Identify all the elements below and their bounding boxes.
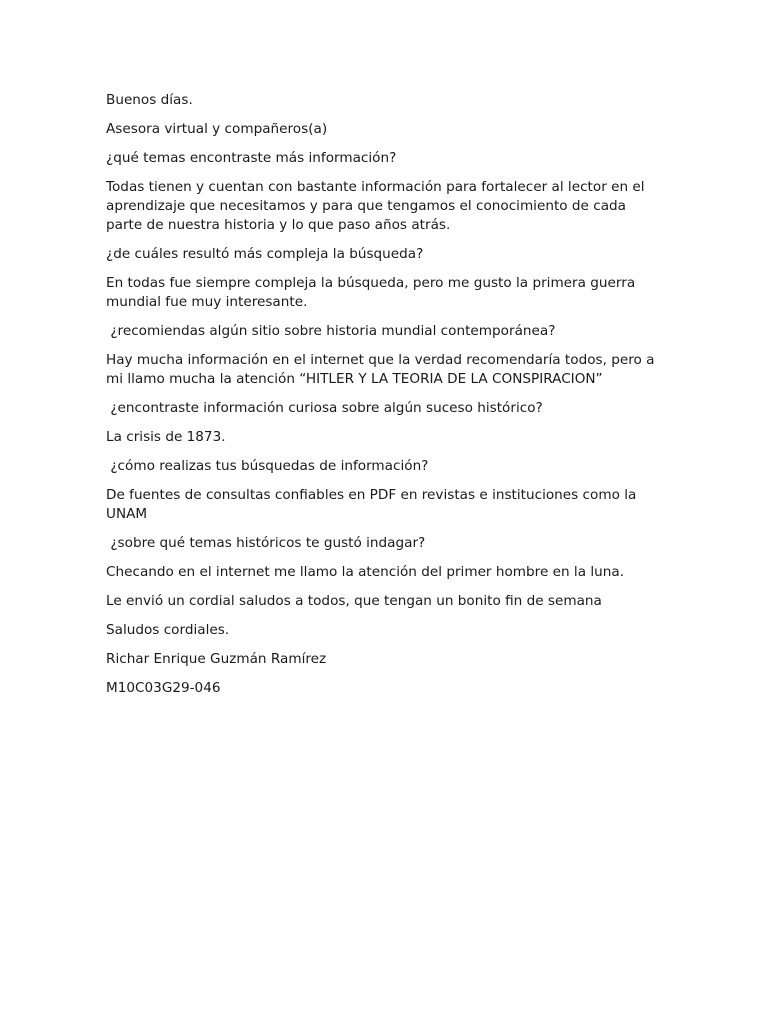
question-4: ¿encontraste información curiosa sobre algún suceso histórico?: [106, 400, 543, 416]
greeting: Buenos días.: [106, 92, 193, 108]
salutation: Asesora virtual y compañeros(a): [106, 121, 328, 137]
answer-1: Todas tienen y cuentan con bastante información para fortalecer al lector en el aprendizaje que necesitamos y para que tengamos el conocimiento de cada parte de nuestra historia y lo que paso años atrás.: [106, 179, 649, 233]
sign-off: Saludos cordiales.: [106, 622, 230, 638]
closing-message: Le envió un cordial saludos a todos, que tengan un bonito fin de semana: [106, 593, 602, 609]
question-5: ¿cómo realizas tus búsquedas de información?: [106, 458, 429, 474]
student-id: M10C03G29-046: [106, 680, 221, 696]
question-1: ¿qué temas encontraste más información?: [106, 150, 397, 166]
question-6: ¿sobre qué temas históricos te gustó indagar?: [106, 535, 426, 551]
answer-3: Hay mucha información en el internet que la verdad recomendaría todos, pero a mi llamo mucha la atención “HITLER Y LA TEORIA DE LA CONSPIRACION”: [106, 352, 659, 387]
answer-5: De fuentes de consultas confiables en PDF en revistas e instituciones como la UNAM: [106, 487, 641, 522]
answer-6: Checando en el internet me llamo la atención del primer hombre en la luna.: [106, 564, 625, 580]
answer-2: En todas fue siempre compleja la búsqueda, pero me gusto la primera guerra mundial fue muy interesante.: [106, 275, 640, 310]
author-name: Richar Enrique Guzmán Ramírez: [106, 651, 327, 667]
question-2: ¿de cuáles resultó más compleja la búsqueda?: [106, 246, 424, 262]
document-body: [106, 91, 666, 708]
question-3: ¿recomiendas algún sitio sobre historia mundial contemporánea?: [106, 323, 556, 339]
answer-4: La crisis de 1873.: [106, 429, 226, 445]
